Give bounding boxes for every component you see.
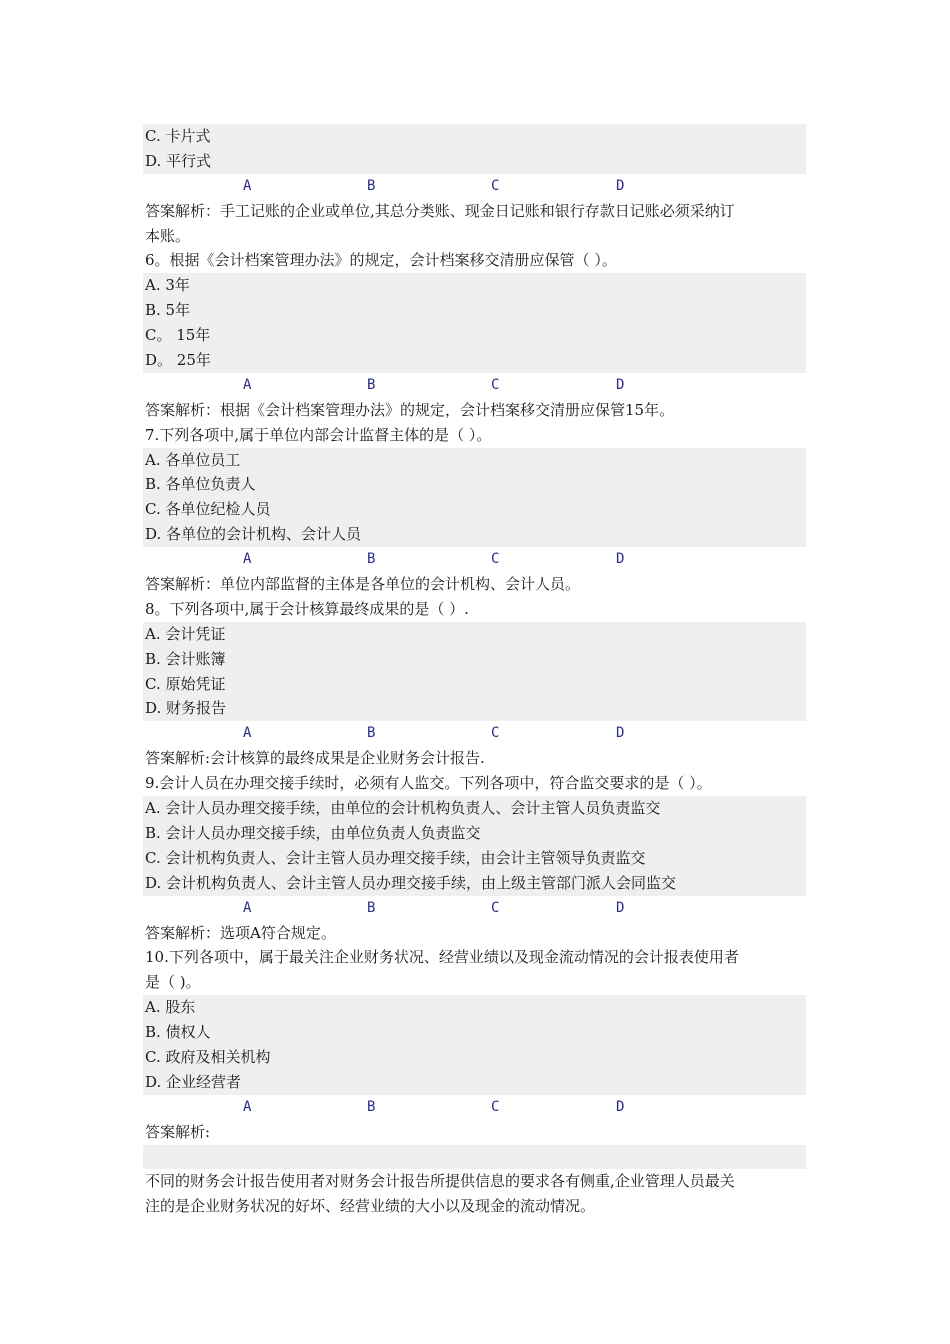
option-line: A. 3年 bbox=[143, 273, 806, 298]
question-line: 是（ )。 bbox=[143, 970, 806, 995]
option-line: C. 卡片式 bbox=[143, 124, 806, 149]
choice-a[interactable]: A bbox=[243, 899, 252, 916]
question-line: 7.下列各项中,属于单位内部会计监督主体的是（ ）。 bbox=[143, 423, 806, 448]
choice-b[interactable]: B bbox=[367, 899, 376, 916]
answer-choices-row bbox=[143, 547, 806, 572]
option-line: A. 会计凭证 bbox=[143, 622, 806, 647]
choice-d[interactable]: D bbox=[616, 551, 625, 568]
option-line: C. 政府及相关机构 bbox=[143, 1045, 806, 1070]
option-line: B. 债权人 bbox=[143, 1020, 806, 1045]
choice-c[interactable]: C bbox=[491, 725, 500, 742]
choice-c[interactable]: C bbox=[491, 376, 500, 393]
option-line: A. 股东 bbox=[143, 995, 806, 1020]
choice-b[interactable]: B bbox=[367, 725, 376, 742]
answer-explanation-line: 答案解析：单位内部监督的主体是各单位的会计机构、会计人员。 bbox=[143, 572, 806, 597]
choice-a[interactable]: A bbox=[243, 551, 252, 568]
answer-choices-row bbox=[143, 1095, 806, 1120]
option-line: B. 各单位负责人 bbox=[143, 472, 806, 497]
choice-c[interactable]: C bbox=[491, 1098, 500, 1115]
answer-explanation-line: 本账。 bbox=[143, 224, 806, 249]
option-line: D。 25年 bbox=[143, 348, 806, 373]
choice-c[interactable]: C bbox=[491, 551, 500, 568]
choice-a[interactable]: A bbox=[243, 1098, 252, 1115]
option-line: D. 会计机构负责人、会计主管人员办理交接手续，由上级主管部门派人会同监交 bbox=[143, 871, 806, 896]
choice-b[interactable]: B bbox=[367, 177, 376, 194]
option-line: C. 各单位纪检人员 bbox=[143, 497, 806, 522]
document-body bbox=[143, 124, 806, 1219]
choice-d[interactable]: D bbox=[616, 177, 625, 194]
answer-choices-row bbox=[143, 896, 806, 921]
option-line: C. 会计机构负责人、会计主管人员办理交接手续，由会计主管领导负责监交 bbox=[143, 846, 806, 871]
option-line: B. 会计人员办理交接手续，由单位负责人负责监交 bbox=[143, 821, 806, 846]
choice-b[interactable]: B bbox=[367, 376, 376, 393]
answer-explanation-line: 答案解析: bbox=[143, 1120, 806, 1145]
choice-a[interactable]: A bbox=[243, 725, 252, 742]
choice-c[interactable]: C bbox=[491, 899, 500, 916]
option-line: B. 会计账簿 bbox=[143, 647, 806, 672]
option-line: D. 各单位的会计机构、会计人员 bbox=[143, 522, 806, 547]
answer-explanation-line: 不同的财务会计报告使用者对财务会计报告所提供信息的要求各有侧重,企业管理人员最关 bbox=[143, 1169, 806, 1194]
option-line: D. 企业经营者 bbox=[143, 1070, 806, 1095]
answer-explanation-line: 答案解析：选项A符合规定。 bbox=[143, 921, 806, 946]
question-line: 6。根据《会计档案管理办法》的规定，会计档案移交清册应保管（ ）。 bbox=[143, 248, 806, 273]
question-line: 9.会计人员在办理交接手续时，必须有人监交。下列各项中，符合监交要求的是（ ）。 bbox=[143, 771, 806, 796]
answer-explanation-line: 注的是企业财务状况的好坏、经营业绩的大小以及现金的流动情况。 bbox=[143, 1194, 806, 1219]
answer-explanation-line: 答案解析:会计核算的最终成果是企业财务会计报告. bbox=[143, 746, 806, 771]
choice-d[interactable]: D bbox=[616, 725, 625, 742]
option-line: D. 平行式 bbox=[143, 149, 806, 174]
choice-d[interactable]: D bbox=[616, 1098, 625, 1115]
blank-line bbox=[143, 1145, 806, 1170]
option-line: A. 各单位员工 bbox=[143, 448, 806, 473]
answer-choices-row bbox=[143, 721, 806, 746]
question-line: 8。下列各项中,属于会计核算最终成果的是（ ）. bbox=[143, 597, 806, 622]
option-line: B. 5年 bbox=[143, 298, 806, 323]
option-line: D. 财务报告 bbox=[143, 696, 806, 721]
option-line: C。 15年 bbox=[143, 323, 806, 348]
choice-b[interactable]: B bbox=[367, 551, 376, 568]
option-line: A. 会计人员办理交接手续，由单位的会计机构负责人、会计主管人员负责监交 bbox=[143, 796, 806, 821]
answer-choices-row bbox=[143, 174, 806, 199]
choice-a[interactable]: A bbox=[243, 177, 252, 194]
choice-d[interactable]: D bbox=[616, 376, 625, 393]
answer-choices-row bbox=[143, 373, 806, 398]
choice-c[interactable]: C bbox=[491, 177, 500, 194]
choice-d[interactable]: D bbox=[616, 899, 625, 916]
question-line: 10.下列各项中，属于最关注企业财务状况、经营业绩以及现金流动情况的会计报表使用者 bbox=[143, 945, 806, 970]
answer-explanation-line: 答案解析：根据《会计档案管理办法》的规定，会计档案移交清册应保管15年。 bbox=[143, 398, 806, 423]
choice-b[interactable]: B bbox=[367, 1098, 376, 1115]
choice-a[interactable]: A bbox=[243, 376, 252, 393]
answer-explanation-line: 答案解析：手工记账的企业或单位,其总分类账、现金日记账和银行存款日记账必须采纳订 bbox=[143, 199, 806, 224]
option-line: C. 原始凭证 bbox=[143, 672, 806, 697]
